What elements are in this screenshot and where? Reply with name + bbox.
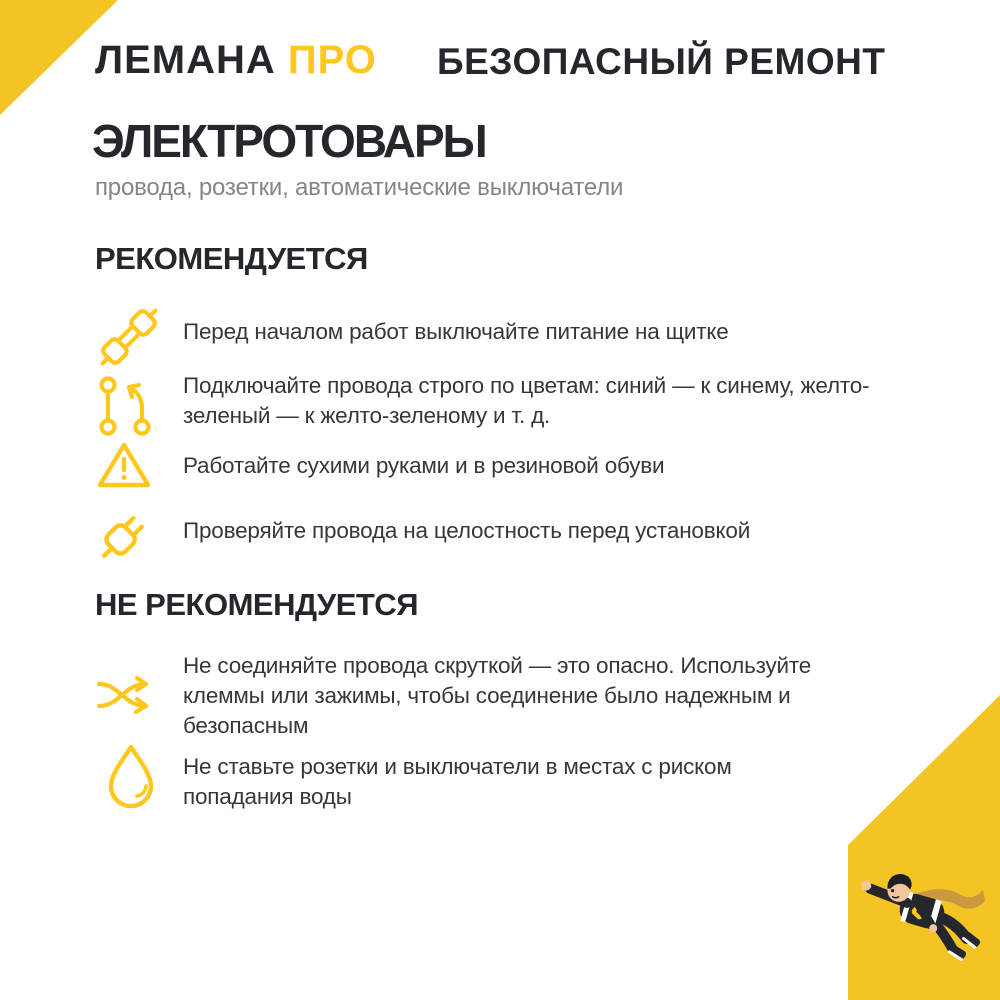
wire-colors-icon	[96, 374, 160, 440]
recommended-item-text: Перед началом работ выключайте питание на щитке	[183, 319, 729, 344]
water-drop-icon	[100, 742, 162, 810]
recommended-item-text: Подключайте провода строго по цветам: синий — к синему, желто-зеленый — к желто-зеленому и т. д.	[183, 373, 870, 428]
not-recommended-item-text: Не ставьте розетки и выключатели в местах с риском попадания воды	[183, 754, 732, 809]
recommended-item-text: Работайте сухими руками и в резиновой обуви	[183, 453, 665, 478]
recommended-item-text: Проверяйте провода на целостность перед установкой	[183, 518, 751, 543]
lemana-pro-logo	[95, 40, 377, 80]
category-subtitle: провода, розетки, автоматические выключатели	[95, 174, 624, 201]
mascot-flying-handyman	[854, 858, 986, 970]
corner-shape-bottom-right	[848, 695, 1000, 1000]
poster-title: БЕЗОПАСНЫЙ РЕМОНТ	[437, 41, 886, 82]
not-recommended-heading: НЕ РЕКОМЕНДУЕТСЯ	[95, 587, 418, 622]
unplugged-connectors-icon	[92, 300, 166, 374]
logo-text-pro: ПРО	[287, 38, 377, 82]
logo-text-lemana: ЛЕМАНА	[95, 38, 276, 82]
recommended-heading: РЕКОМЕНДУЕТСЯ	[95, 241, 368, 276]
twisted-wires-icon	[92, 666, 168, 724]
not-recommended-item-text: Не соединяйте провода скруткой — это опасно. Используйте клеммы или зажимы, чтобы соединение было надежным и безопасным	[183, 653, 812, 738]
warning-triangle-icon	[96, 440, 152, 490]
category-title: ЭЛЕКТРОТОВАРЫ	[92, 115, 486, 167]
plug-icon	[90, 498, 166, 568]
